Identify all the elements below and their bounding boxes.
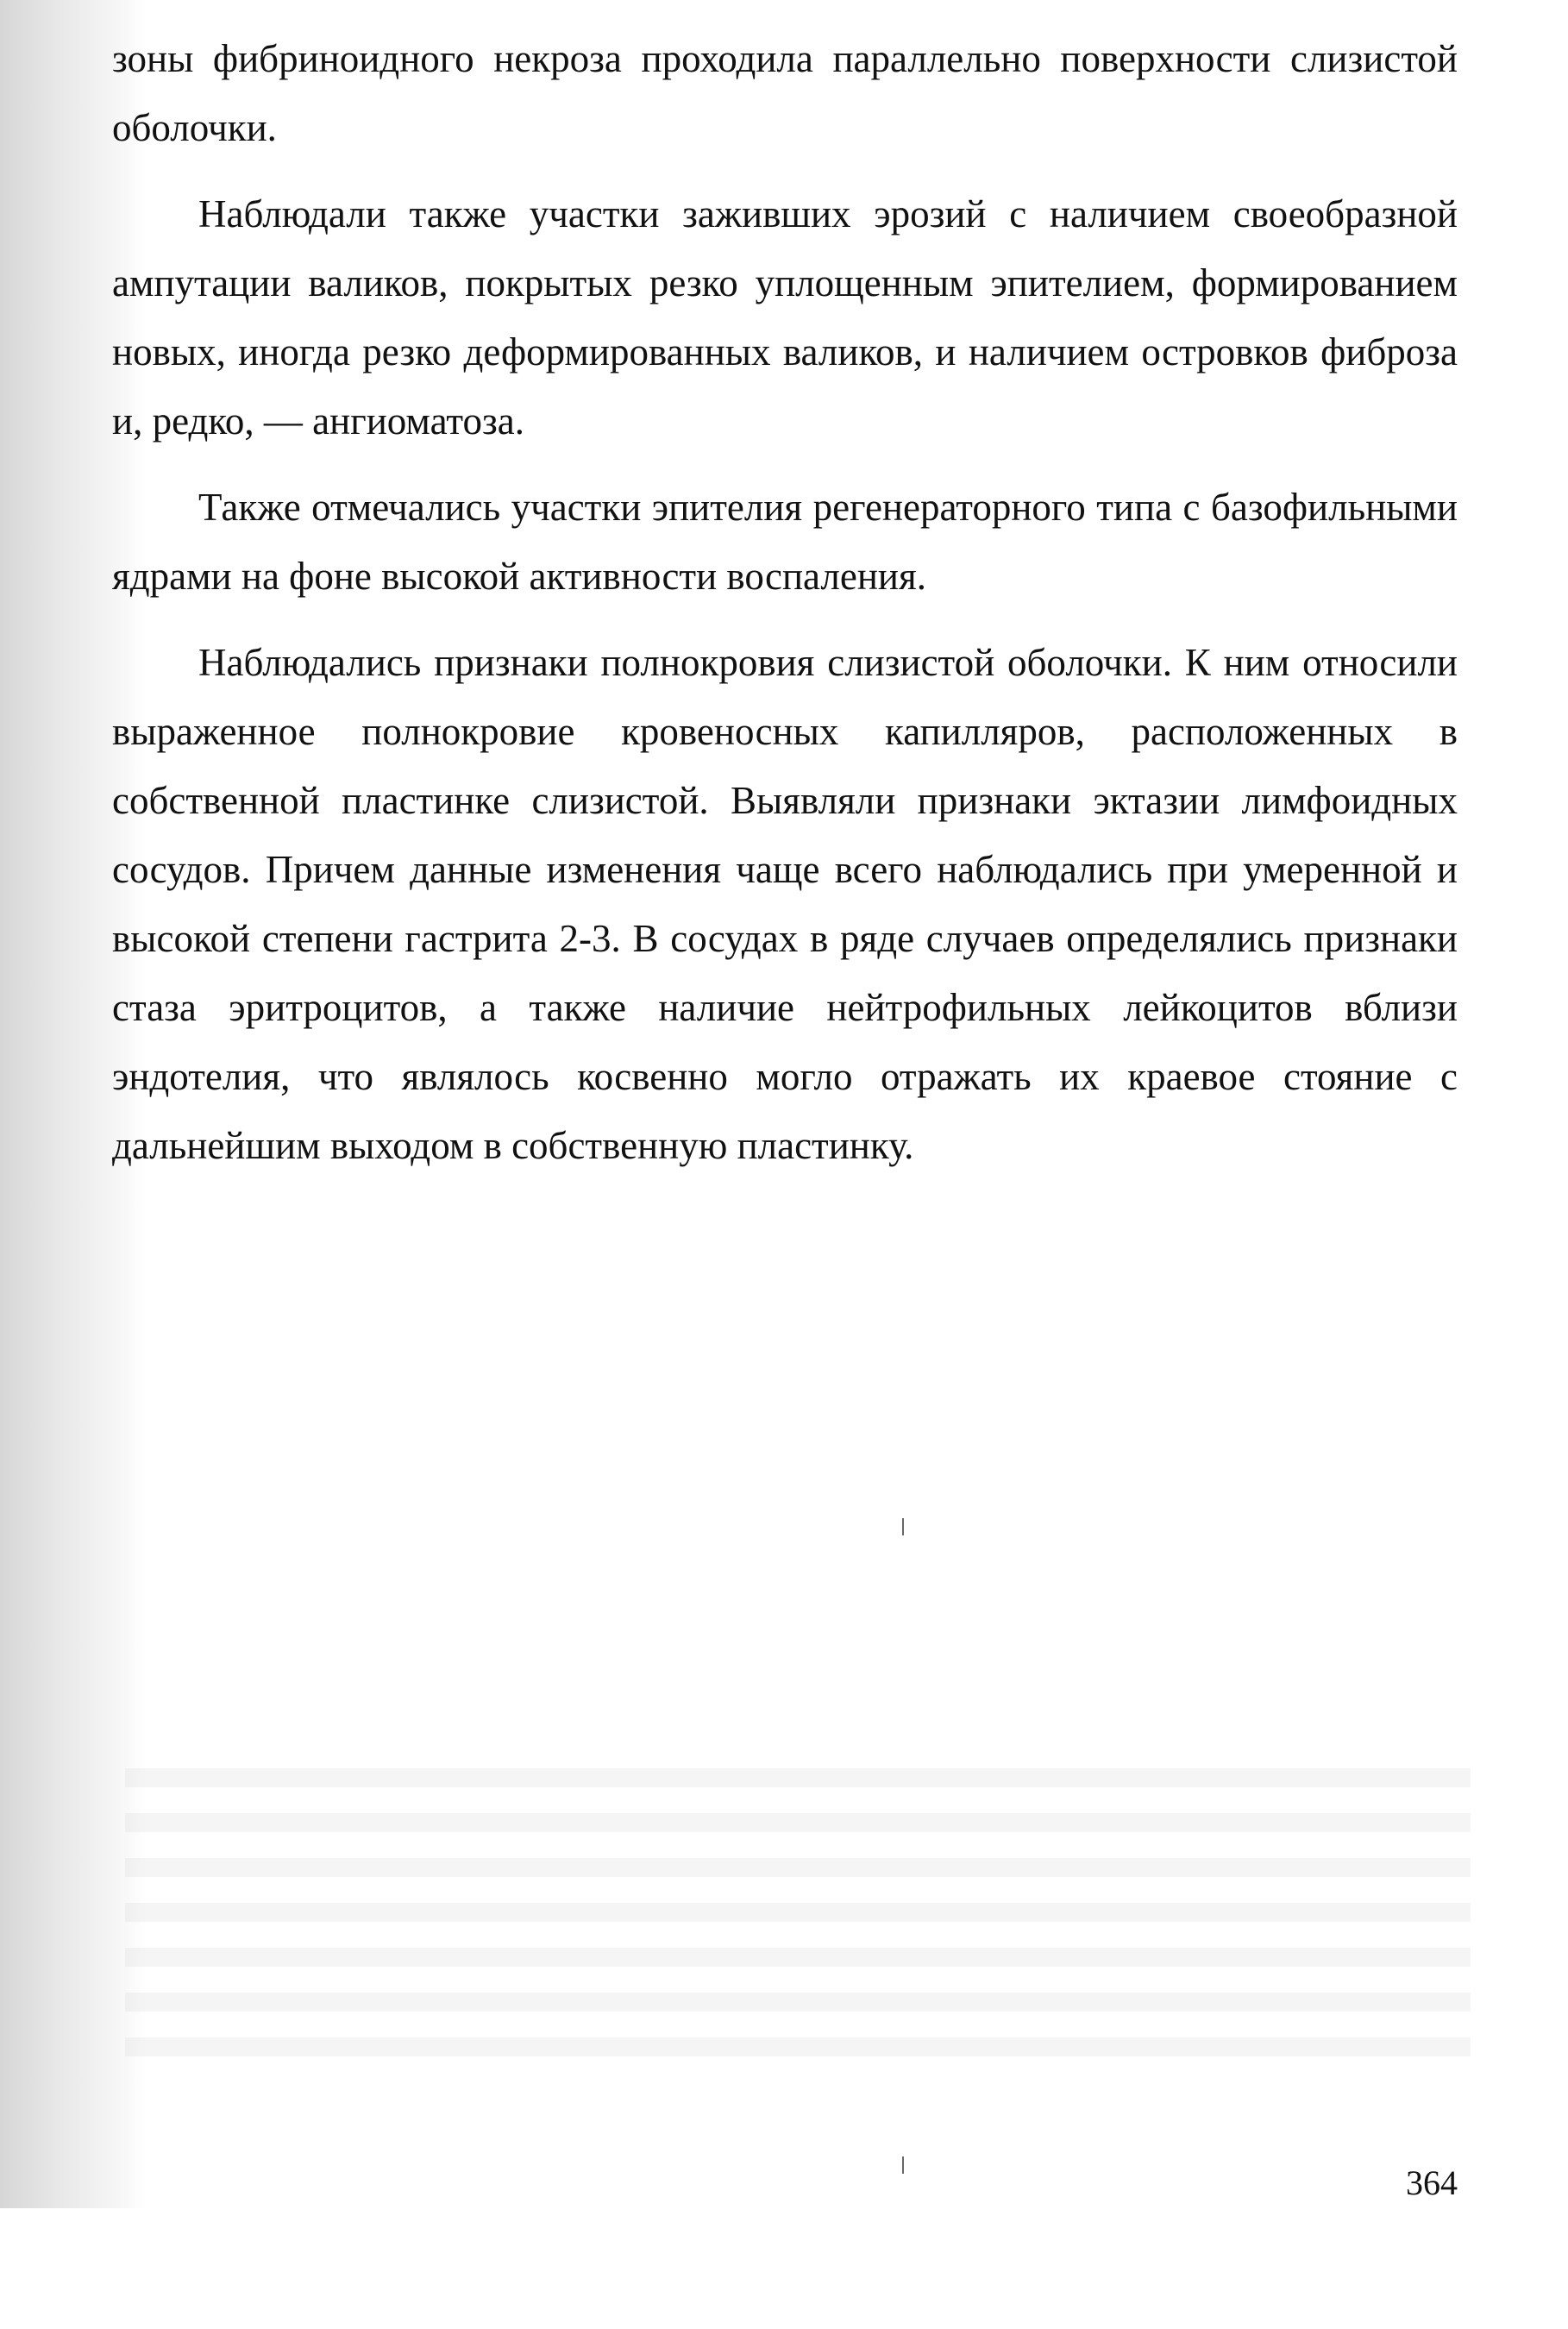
bleed-through-caption <box>125 1768 1471 2079</box>
scan-artifact-mark <box>902 1518 904 1535</box>
paragraph-regenerative-epithelium: Также отмечались участки эпителия регенераторного типа с базофильными ядрами на фоне высокой активности воспаления. <box>112 486 1458 598</box>
paragraph-continuation: зоны фибриноидного некроза проходила параллельно поверхности слизистой оболочки. <box>112 37 1458 149</box>
paragraph-eroded-areas: Наблюдали также участки заживших эрозий с наличием своеобразной ампутации валиков, покрытых резко уплощенным эпителием, формированием новых, иногда резко деформированных валиков, и наличием островков фиброза и, редко, — ангиоматоза. <box>112 192 1458 443</box>
document-body <box>112 24 1458 1180</box>
scan-artifact-mark <box>902 2156 904 2174</box>
page-number: 364 <box>1406 2163 1458 2202</box>
paragraph-mucosa-hyperemia: Наблюдались признаки полнокровия слизистой оболочки. К ним относили выраженное полнокровие кровеносных капилляров, расположенных в собственной пластинке слизистой. Выявляли признаки эктазии лимфоидных сосудов. Причем данные изменения чаще всего наблюдались при умеренной и высокой степени гастрита 2-3. В сосудах в ряде случаев определялись признаки стаза эритроцитов, а также наличие нейтрофильных лейкоцитов вблизи эндотелия, что являлось косвенно могло отражать их краевое стояние с дальнейшим выходом в собственную пластинку. <box>112 641 1458 1167</box>
